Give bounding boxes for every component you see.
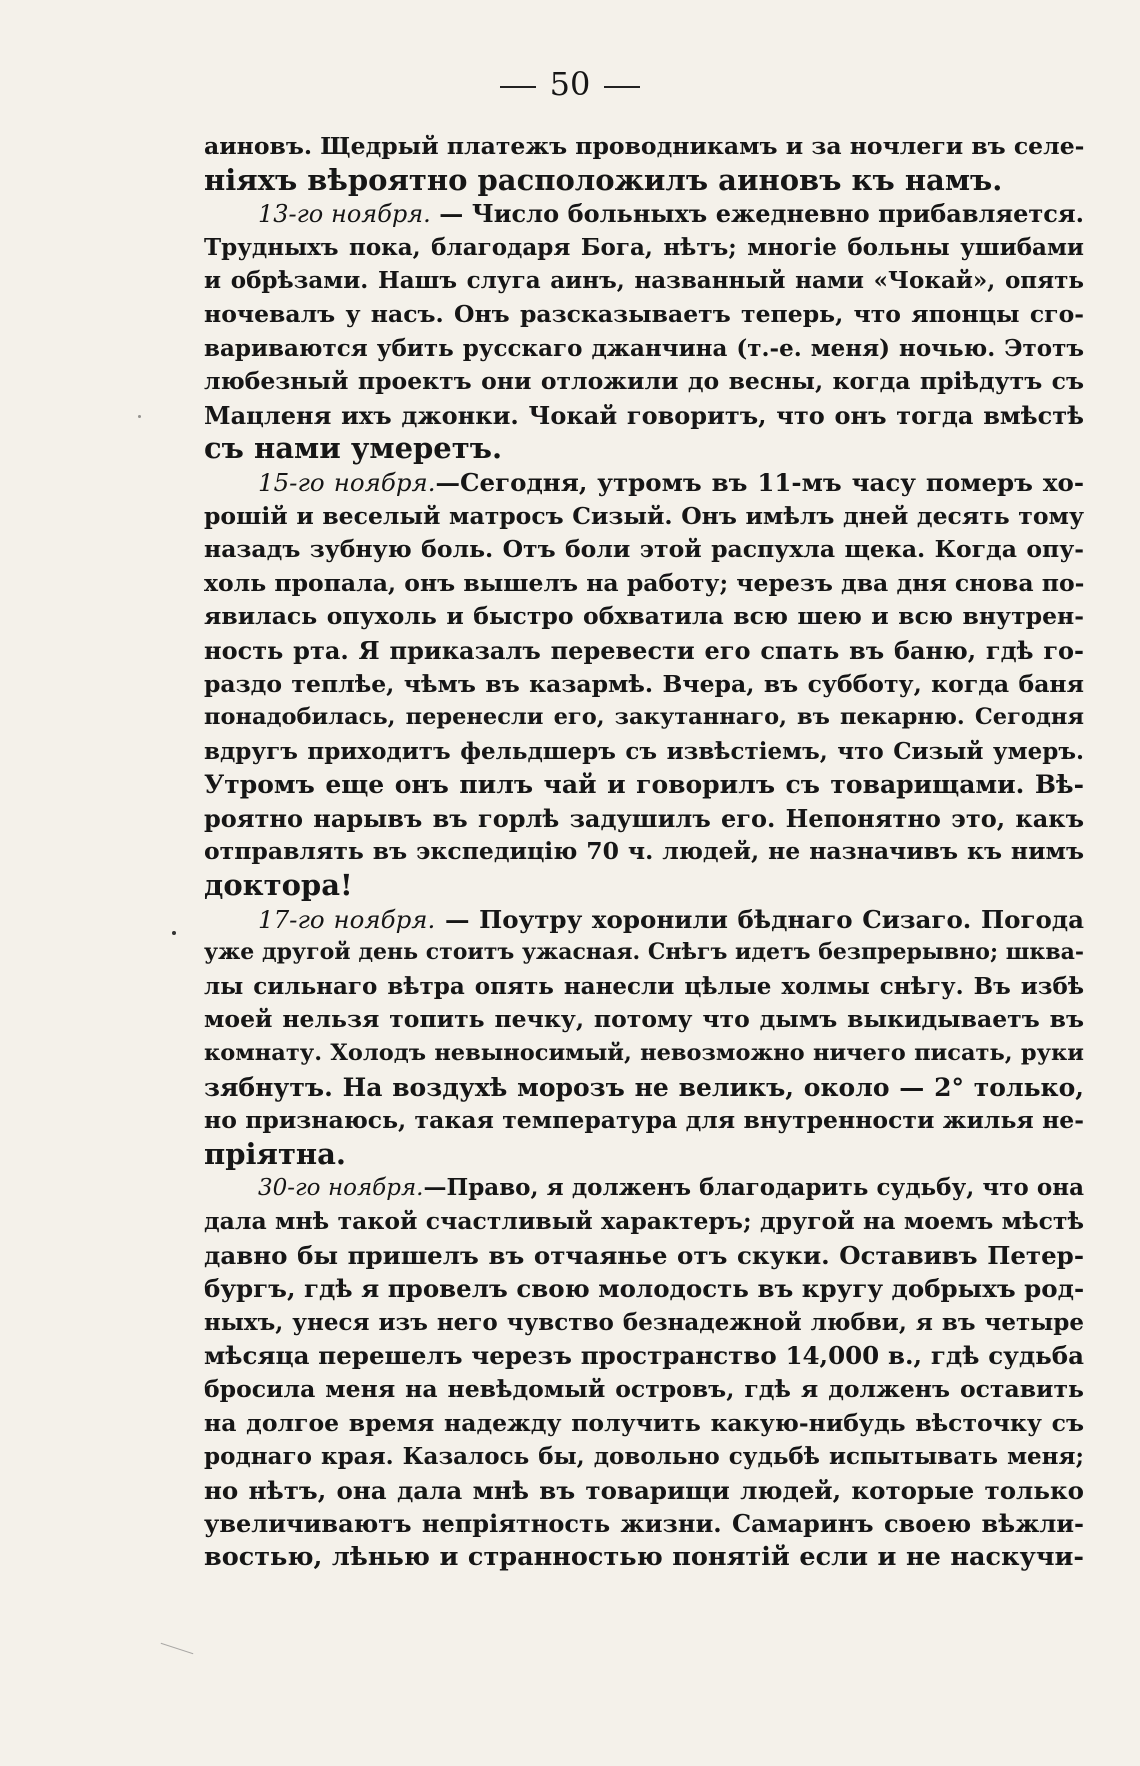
- text-line: отправлять въ экспедицію 70 ч. людей, не назначивъ къ нимъ: [204, 837, 1084, 866]
- text-line: давно бы пришелъ въ отчаянье отъ скуки. Оставивъ Петер-: [204, 1240, 1084, 1270]
- page-body: [204, 130, 1084, 1575]
- text-line: моей нельзя топить печку, потому что дымъ выкидываетъ въ: [204, 1005, 1084, 1034]
- scan-speck: [138, 415, 141, 418]
- header-dash-left: [500, 86, 536, 88]
- page-header: [0, 66, 1140, 102]
- text-line: роятно нарывъ въ горлѣ задушилъ его. Непонятно это, какъ: [204, 803, 1084, 833]
- text-line: пріятна.: [204, 1137, 347, 1171]
- entry-date: 30-го ноября.: [258, 1175, 424, 1202]
- text-line: бросила меня на невѣдомый островъ, гдѣ я долженъ оставить: [204, 1374, 1084, 1403]
- text-line: увеличиваютъ непріятность жизни. Самаринъ своею вѣжли-: [204, 1509, 1084, 1539]
- text-line: бургъ, гдѣ я провелъ свою молодость въ кругу добрыхъ род-: [204, 1274, 1084, 1304]
- text-line: доктора!: [204, 869, 353, 903]
- entry-first-text: — Поутру хоронили бѣднаго Сизаго. Погода: [444, 904, 1084, 934]
- page-number: 50: [549, 65, 591, 103]
- text-line: холь пропала, онъ вышелъ на работу; черезъ два дня снова по-: [204, 568, 1084, 597]
- text-line: назадъ зубную боль. Отъ боли этой распухла щека. Когда опу-: [204, 535, 1084, 564]
- text-line: на долгое время надежду получить какую-нибудь вѣсточку съ: [204, 1408, 1084, 1437]
- text-line: аиновъ. Щедрый платежъ проводникамъ и за ночлеги въ селе-: [204, 132, 1084, 160]
- text-line: ность рта. Я приказалъ перевести его спать въ баню, гдѣ го-: [204, 635, 1084, 665]
- text-line: съ нами умеретъ.: [204, 432, 503, 466]
- text-line: дала мнѣ такой счастливый характеръ; другой на моемъ мѣстѣ: [204, 1207, 1084, 1235]
- text-line: мѣсяца перешелъ черезъ пространство 14,000 в., гдѣ судьба: [204, 1341, 1084, 1371]
- entry-first-text: — Число больныхъ ежедневно прибавляется.: [439, 199, 1084, 229]
- entry-first-text: —Сегодня, утромъ въ 11-мъ часу померъ хо-: [435, 467, 1084, 497]
- text-line: но признаюсь, такая температура для внутренности жилья не-: [204, 1106, 1084, 1135]
- text-line: Утромъ еще онъ пилъ чай и говорилъ съ товарищами. Вѣ-: [204, 770, 1084, 800]
- text-line: зябнутъ. На воздухѣ морозъ не великъ, около — 2° только,: [204, 1072, 1084, 1102]
- text-line: востью, лѣнью и странностью понятій если и не наскучи-: [204, 1541, 1084, 1572]
- text-line: понадобилась, перенесли его, закутаннаго, въ пекарню. Сегодня: [204, 704, 1084, 731]
- text-line: лы сильнаго вѣтра опять нанесли цѣлые холмы снѣгу. Въ избѣ: [204, 972, 1084, 1000]
- entry-date: 13-го ноября.: [258, 200, 431, 229]
- scan-mark: [161, 1643, 194, 1654]
- entry-first-line: [204, 197, 1084, 231]
- entry-first-line: [204, 903, 1084, 937]
- entry-first-line: [204, 1171, 1084, 1205]
- text-line: Трудныхъ пока, благодаря Бога, нѣтъ; многіе больны ушибами: [204, 233, 1084, 261]
- entry-date: 15-го ноября.: [258, 467, 436, 497]
- entry-date: 17-го ноября.: [258, 904, 436, 934]
- text-line: уже другой день стоитъ ужасная. Снѣгъ идетъ безпрерывно; шква-: [204, 939, 1084, 966]
- text-line: вариваются убить русскаго джанчина (т.-е. меня) ночью. Этотъ: [204, 334, 1084, 362]
- entry-first-line: [204, 466, 1084, 500]
- text-line: ныхъ, унеся изъ него чувство безнадежной любви, я въ четыре: [204, 1308, 1084, 1336]
- text-line: рошій и веселый матросъ Сизый. Онъ имѣлъ дней десять тому: [204, 501, 1084, 530]
- text-line: Мацленя ихъ джонки. Чокай говоритъ, что онъ тогда вмѣстѣ: [204, 400, 1084, 430]
- text-line: явилась опухоль и быстро обхватила всю шею и всю внутрен-: [204, 602, 1084, 631]
- text-line: раздо теплѣе, чѣмъ въ казармѣ. Вчера, въ субботу, когда баня: [204, 669, 1084, 698]
- text-line: ночевалъ у насъ. Онъ разсказываетъ теперь, что японцы сго-: [204, 299, 1084, 328]
- scan-speck: [172, 931, 176, 935]
- text-line: комнату. Холодъ невыносимый, невозможно ничего писать, руки: [204, 1040, 1084, 1067]
- text-line: роднаго края. Казалось бы, довольно судьбѣ испытывать меня;: [204, 1443, 1084, 1471]
- text-line: любезный проектъ они отложили до весны, когда пріѣдутъ съ: [204, 367, 1084, 396]
- text-line: но нѣтъ, она дала мнѣ въ товарищи людей, которые только: [204, 1475, 1084, 1505]
- text-line: вдругъ приходитъ фельдшеръ съ извѣстіемъ, что Сизый умеръ.: [204, 737, 1084, 765]
- text-line: и обрѣзами. Нашъ слуга аинъ, названный нами «Чокай», опять: [204, 267, 1084, 295]
- header-dash-right: [604, 86, 640, 88]
- entry-first-text: —Право, я долженъ благодарить судьбу, что она: [423, 1174, 1084, 1202]
- text-line: ніяхъ вѣроятно расположилъ аиновъ къ намъ.: [204, 163, 1003, 197]
